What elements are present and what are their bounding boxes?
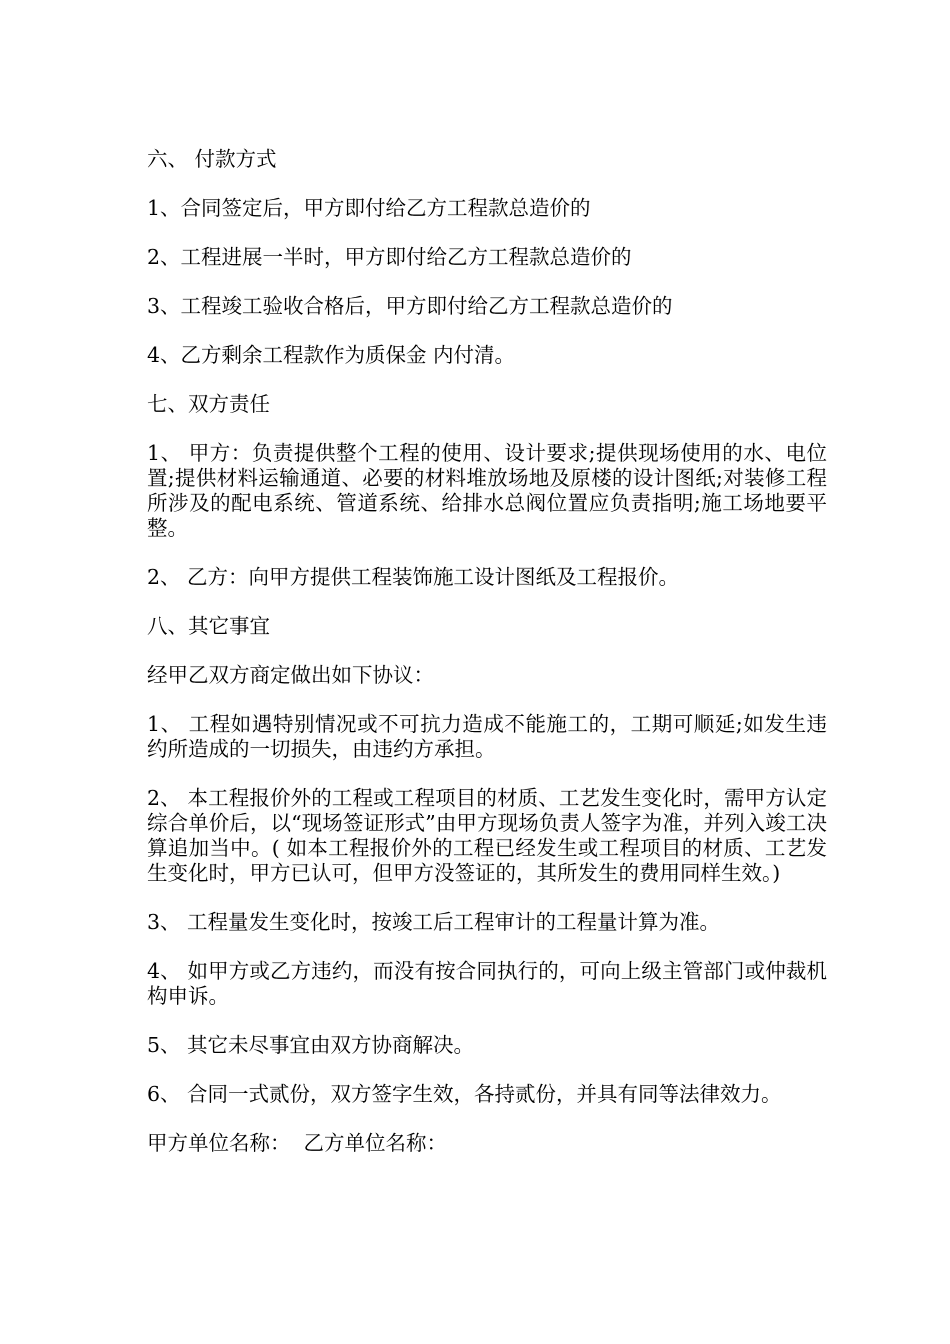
other-clause-3: 3、 工程量发生变化时，按竣工后工程审计的工程量计算为准。 [147, 910, 721, 934]
document-page [147, 147, 827, 1180]
other-clause-1: 1、 工程如遇特别情况或不可抗力造成不能施工的，工期可顺延;如发生违约所造成的一切损失，由违约方承担。 [147, 712, 827, 761]
payment-clause-4: 4、乙方剩余工程款作为质保金 内付清。 [147, 343, 516, 367]
section-heading-responsibilities: 七、双方责任 [147, 392, 270, 416]
other-clause-6: 6、 合同一式贰份，双方签字生效，各持贰份，并具有同等法律效力。 [147, 1082, 782, 1106]
payment-clause-2: 2、工程进展一半时，甲方即付给乙方工程款总造价的 [147, 245, 632, 269]
responsibility-party-a: 1、 甲方：负责提供整个工程的使用、设计要求;提供现场使用的水、电位置;提供材料运输通道、必要的材料堆放场地及原楼的设计图纸;对装修工程所涉及的配电系统、管道系统、给排水总阀位置应负责指明;施工场地要平整。 [147, 441, 827, 540]
section-heading-other-matters: 八、其它事宜 [147, 614, 270, 638]
payment-clause-1: 1、合同签定后，甲方即付给乙方工程款总造价的 [147, 196, 591, 220]
other-clause-2: 2、 本工程报价外的工程或工程项目的材质、工艺发生变化时，需甲方认定综合单价后，以“现场签证形式”由甲方现场负责人签字为准，并列入竣工决算追加当中。( 如本工程报价外的工程已经发生或工程项目的材质、工艺发生变化时，甲方已认可，但甲方没签证的，其所发生的费用同样生效。) [147, 786, 827, 885]
other-clause-4: 4、 如甲方或乙方违约，而没有按合同执行的，可向上级主管部门或仲裁机构申诉。 [147, 959, 827, 1008]
other-clause-5: 5、 其它未尽事宜由双方协商解决。 [147, 1033, 475, 1057]
payment-clause-3: 3、工程竣工验收合格后，甲方即付给乙方工程款总造价的 [147, 294, 673, 318]
signature-line: 甲方单位名称： 乙方单位名称： [147, 1131, 448, 1155]
agreement-intro: 经甲乙双方商定做出如下协议： [147, 663, 434, 687]
responsibility-party-b: 2、 乙方：向甲方提供工程装饰施工设计图纸及工程报价。 [147, 565, 680, 589]
section-heading-payment: 六、 付款方式 [147, 147, 277, 171]
